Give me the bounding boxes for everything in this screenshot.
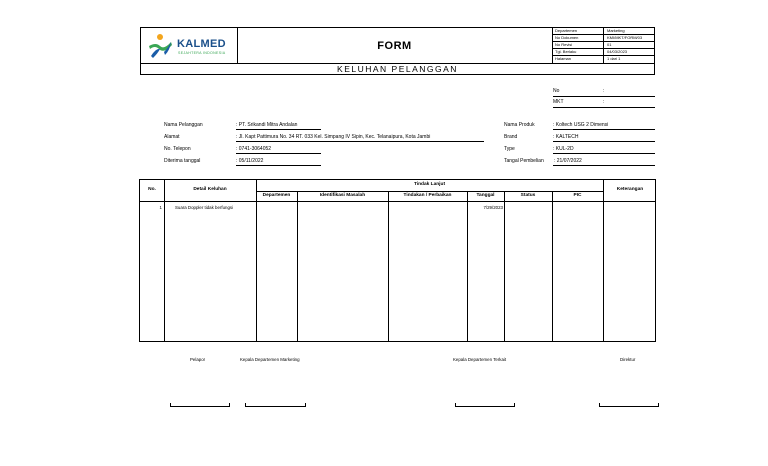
purchase-date-value: : 21/07/2022 [554, 158, 582, 164]
no-label: No [553, 88, 560, 94]
col-divider [164, 180, 165, 341]
col-header-identifikasi: Identifikasi Masalah [319, 193, 366, 198]
brand-value: : KALTECH [553, 134, 579, 140]
col-header-tindak-lanjut: Tindak Lanjut [413, 182, 446, 187]
col-divider [388, 191, 389, 341]
col-divider [603, 180, 604, 341]
col-divider [467, 191, 468, 341]
mkt-underline [553, 107, 655, 108]
customer-name-value: : PT. Srikandi Mitra Andalan [236, 122, 298, 128]
field-underline [236, 129, 321, 130]
no-underline [553, 96, 655, 97]
signature-line [455, 403, 515, 407]
type-value: : KUL-2D [553, 146, 574, 152]
type-label: Type [504, 146, 515, 152]
col-header-departemen: Departemen [262, 193, 291, 198]
row-divider [256, 191, 603, 192]
col-header-tindakan: Tindakan / Perbaikan [403, 193, 452, 198]
col-header-status: Status [520, 193, 536, 198]
address-label: Alamat [164, 134, 180, 140]
form-title: FORM [377, 39, 412, 52]
purchase-date-label: Tangal Pembelian [504, 158, 544, 164]
complaint-table [139, 179, 656, 342]
phone-value: : 0741-3064052 [236, 146, 272, 152]
logo-cell [141, 28, 238, 63]
meta-row: Departemen Marketing [553, 28, 654, 35]
address-value: : Jl. Kapt Pattimura No. 34 RT. 033 Kel. Simpang IV Sipin, Kec. Telanaipura, Kota Jambi [236, 134, 431, 140]
brand-label: Brand [504, 134, 518, 140]
signature-pelapor-label: Pelapor [190, 357, 206, 362]
row-detail: Suara Doppler tidak berfungsi [175, 205, 234, 210]
signature-direktur-label: Direktur [620, 357, 636, 362]
col-header-detail: Detail Keluhan [193, 187, 227, 192]
col-header-no: No. [148, 187, 156, 192]
meta-row: No Revisi 01 [553, 42, 654, 49]
phone-label: No. Telepon [164, 146, 191, 152]
customer-name-label: Nama Pelanggan [164, 122, 203, 128]
col-divider [256, 180, 257, 341]
signature-line [170, 403, 230, 407]
field-underline [553, 129, 655, 130]
col-divider [504, 191, 505, 341]
form-header [140, 27, 655, 64]
row-tanggal: 7/29/2023 [483, 205, 503, 210]
col-header-pic: PIC [573, 193, 582, 198]
no-colon: : [603, 88, 605, 94]
field-underline [236, 153, 321, 154]
document-meta [552, 28, 654, 63]
form-subtitle: KELUHAN PELANGGAN [140, 64, 655, 75]
col-header-tanggal: Tanggal [476, 193, 495, 198]
product-name-label: Nama Produk [504, 122, 535, 128]
signature-kadep-terkait-label: Kepala Departemen Terkait [453, 357, 507, 362]
field-underline [553, 165, 655, 166]
mkt-label: MKT [553, 99, 564, 105]
signature-line [245, 403, 306, 407]
header-bottom-line [140, 201, 655, 202]
col-divider [297, 191, 298, 341]
product-name-value: : Koltech USG 2 Dimensi [553, 122, 609, 128]
field-underline [553, 153, 655, 154]
meta-row: Tgl. Berlaku 04/03/2023 [553, 49, 654, 56]
brand-subtitle: SEJAHTERA INDONESIA [178, 51, 226, 55]
brand-name: KALMED [177, 38, 226, 50]
field-underline [236, 165, 321, 166]
signature-kadep-marketing-label: Kepala Departemen Marketing [240, 357, 300, 362]
row-no: 1 [159, 205, 162, 210]
col-header-keterangan: Keterangan [616, 187, 644, 192]
meta-row: No Dokumen KMI/MKT/FORM/03 [553, 35, 654, 42]
meta-row: Halaman 1 dari 1 [555, 56, 621, 61]
received-date-value: : 05/11/2022 [236, 158, 264, 164]
signature-line [599, 403, 659, 407]
mkt-colon: : [603, 99, 605, 105]
field-underline [236, 141, 484, 142]
field-underline [553, 141, 655, 142]
col-divider [552, 191, 553, 341]
kalmed-logo-icon [146, 32, 174, 60]
received-date-label: Diterima tanggal [164, 158, 201, 164]
